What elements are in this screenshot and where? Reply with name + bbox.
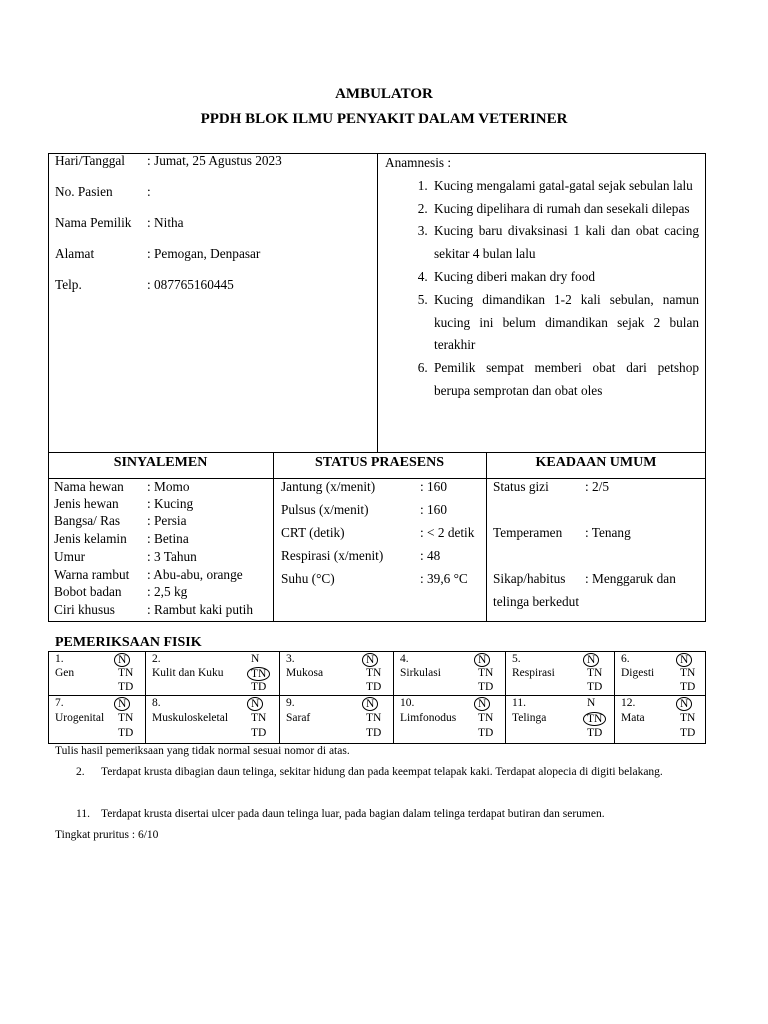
- pf-n-circled: N: [114, 697, 130, 711]
- pf-number: 4.: [400, 653, 409, 665]
- pf-number: 3.: [286, 653, 295, 665]
- anamnesis-item: 4. Kucing diberi makan dry food: [431, 266, 699, 289]
- pf-tn-circled: TN: [247, 667, 270, 681]
- sinyalemen-value: : Momo: [147, 479, 190, 494]
- pf-number: 10.: [400, 697, 415, 709]
- pf-name: Digesti: [621, 667, 655, 679]
- pf-number: 11.: [512, 697, 526, 709]
- sinyalemen-value: : Rambut kaki putih: [147, 602, 253, 617]
- pf-name: Telinga: [512, 712, 547, 724]
- divider: [279, 651, 280, 744]
- pf-td: TD: [680, 681, 696, 693]
- pf-number: 6.: [621, 653, 630, 665]
- pf-tn: TN: [118, 712, 134, 724]
- status-label: CRT (detik): [281, 525, 345, 540]
- pf-td: TD: [478, 681, 494, 693]
- pf-n-circled: N: [362, 697, 378, 711]
- pf-td: TD: [587, 681, 603, 693]
- date-value: : Jumat, 25 Agustus 2023: [147, 153, 282, 168]
- pf-td: TD: [118, 681, 134, 693]
- temperamen-value: : Tenang: [585, 525, 631, 540]
- note-text: Terdapat krusta dibagian daun telinga, sekitar hidung dan pada keempat telapak kaki. Terdapat alopecia di digiti belakang.: [101, 766, 663, 778]
- pf-name: Limfonodus: [400, 712, 457, 724]
- pf-td: TD: [251, 681, 267, 693]
- sinyalemen-heading: SINYALEMEN: [113, 455, 208, 470]
- pf-n-circled: N: [676, 653, 692, 667]
- pf-name: Kulit dan Kuku: [152, 667, 224, 679]
- phone-label: Telp.: [55, 277, 82, 292]
- status-label: Suhu (°C): [281, 571, 335, 586]
- status-praesens-heading: STATUS PRAESENS: [314, 455, 445, 470]
- anamnesis-item: 2. Kucing dipelihara di rumah dan sesekali dilepas: [431, 198, 699, 221]
- note-item: [55, 804, 712, 825]
- pf-number: 5.: [512, 653, 521, 665]
- status-value: : 160: [420, 502, 447, 517]
- pf-td: TD: [680, 727, 696, 739]
- notes-intro: Tulis hasil pemeriksaan yang tidak normal sesuai nomor di atas.: [55, 745, 350, 757]
- anamnesis-list: [385, 175, 699, 403]
- note-number: 11.: [76, 808, 90, 820]
- pf-tn-circled: TN: [583, 712, 606, 726]
- note-text: Terdapat krusta disertai ulcer pada daun telinga luar, pada bagian dalam telinga terdapat butiran dan serumen.: [101, 808, 605, 820]
- pf-tn: TN: [680, 712, 696, 724]
- pf-td: TD: [251, 727, 267, 739]
- sikap-label: Sikap/habitus: [493, 571, 566, 586]
- sinyalemen-label: Warna rambut: [54, 567, 130, 582]
- pf-td: TD: [366, 727, 382, 739]
- pf-name: Muskuloskeletal: [152, 712, 229, 724]
- anamnesis: [385, 152, 699, 403]
- patient-no-label: No. Pasien: [55, 184, 113, 199]
- pf-name: Mata: [621, 712, 645, 724]
- sinyalemen-label: Ciri khusus: [54, 602, 115, 617]
- anamnesis-item: 1. Kucing mengalami gatal-gatal sejak sebulan lalu: [431, 175, 699, 198]
- pf-tn: TN: [680, 667, 696, 679]
- address-value: : Pemogan, Denpasar: [147, 246, 261, 261]
- sinyalemen-value: : Betina: [147, 531, 189, 546]
- document-title: AMBULATOR: [335, 86, 433, 102]
- status-value: : 39,6 °C: [420, 571, 468, 586]
- pf-tn: TN: [118, 667, 134, 679]
- pf-td: TD: [366, 681, 382, 693]
- status-label: Respirasi (x/menit): [281, 548, 384, 563]
- temperamen-label: Temperamen: [493, 525, 563, 540]
- pf-tn: TN: [478, 712, 494, 724]
- status-label: Pulsus (x/menit): [281, 502, 369, 517]
- anamnesis-item: 6. Pemilik sempat memberi obat dari petshop berupa semprotan dan obat oles: [431, 357, 699, 403]
- pf-tn: TN: [478, 667, 494, 679]
- pf-number: 2.: [152, 653, 161, 665]
- status-value: : 48: [420, 548, 441, 563]
- gizi-value: : 2/5: [585, 479, 610, 494]
- sinyalemen-value: : 3 Tahun: [147, 549, 197, 564]
- sinyalemen-label: Nama hewan: [54, 479, 124, 494]
- pf-n-circled: N: [362, 653, 378, 667]
- note-item: [55, 762, 712, 783]
- pf-number: 8.: [152, 697, 161, 709]
- pemeriksaan-heading: PEMERIKSAAN FISIK: [55, 635, 202, 650]
- pf-n-circled: N: [583, 653, 599, 667]
- anamnesis-item: 3. Kucing baru divaksinasi 1 kali dan obat cacing sekitar 4 bulan lalu: [431, 220, 699, 266]
- pf-name: Mukosa: [286, 667, 324, 679]
- owner-label: Nama Pemilik: [55, 215, 132, 230]
- pf-number: 1.: [55, 653, 64, 665]
- pf-n: N: [251, 653, 260, 665]
- sikap-value-cont: telinga berkedut: [493, 594, 580, 609]
- pf-number: 9.: [286, 697, 295, 709]
- note-number: 2.: [76, 766, 85, 778]
- sikap-value: : Menggaruk dan: [585, 571, 676, 586]
- pf-number: 7.: [55, 697, 64, 709]
- keadaan-umum-heading: KEADAAN UMUM: [535, 455, 657, 470]
- pf-n-circled: N: [676, 697, 692, 711]
- document-subtitle: PPDH BLOK ILMU PENYAKIT DALAM VETERINER: [200, 111, 568, 127]
- sinyalemen-value: : Abu-abu, orange: [147, 567, 243, 582]
- owner-value: : Nitha: [147, 215, 184, 230]
- pf-td: TD: [118, 727, 134, 739]
- address-label: Alamat: [55, 246, 95, 261]
- divider: [377, 153, 378, 453]
- date-label: Hari/Tanggal: [55, 153, 125, 168]
- sinyalemen-label: Jenis kelamin: [54, 531, 127, 546]
- status-value: : 160: [420, 479, 447, 494]
- sinyalemen-value: : 2,5 kg: [147, 584, 188, 599]
- divider: [505, 651, 506, 744]
- gizi-label: Status gizi: [493, 479, 549, 494]
- sinyalemen-label: Umur: [54, 549, 86, 564]
- divider: [273, 452, 274, 622]
- pf-tn: TN: [587, 667, 603, 679]
- pf-name: Urogenital: [55, 712, 105, 724]
- pf-td: TD: [478, 727, 494, 739]
- pf-name: Respirasi: [512, 667, 555, 679]
- status-label: Jantung (x/menit): [281, 479, 376, 494]
- anamnesis-item: 5. Kucing dimandikan 1-2 kali sebulan, namun kucing ini belum dimandikan sejak 2 bulan terakhir: [431, 289, 699, 357]
- divider: [393, 651, 394, 744]
- sinyalemen-value: : Kucing: [147, 496, 194, 511]
- pf-n-circled: N: [247, 697, 263, 711]
- patient-no-value: :: [147, 184, 151, 199]
- pf-number: 12.: [621, 697, 636, 709]
- phone-value: : 087765160445: [147, 277, 234, 292]
- pf-td: TD: [587, 727, 603, 739]
- anamnesis-heading: Anamnesis :: [385, 155, 452, 170]
- sinyalemen-label: Bangsa/ Ras: [54, 513, 121, 528]
- pf-name: Gen: [55, 667, 75, 679]
- sinyalemen-label: Jenis hewan: [54, 496, 119, 511]
- status-value: : < 2 detik: [420, 525, 475, 540]
- divider: [614, 651, 615, 744]
- pf-n-circled: N: [114, 653, 130, 667]
- divider: [48, 695, 706, 696]
- pf-n-circled: N: [474, 697, 490, 711]
- pf-name: Saraf: [286, 712, 311, 724]
- pf-tn: TN: [366, 667, 382, 679]
- pruritus-level: Tingkat pruritus : 6/10: [55, 829, 159, 841]
- pf-name: Sirkulasi: [400, 667, 441, 679]
- pf-n: N: [587, 697, 596, 709]
- pf-tn: TN: [251, 712, 267, 724]
- sinyalemen-label: Bobot badan: [54, 584, 122, 599]
- divider: [145, 651, 146, 744]
- divider: [486, 452, 487, 622]
- pf-tn: TN: [366, 712, 382, 724]
- sinyalemen-value: : Persia: [147, 513, 187, 528]
- pf-n-circled: N: [474, 653, 490, 667]
